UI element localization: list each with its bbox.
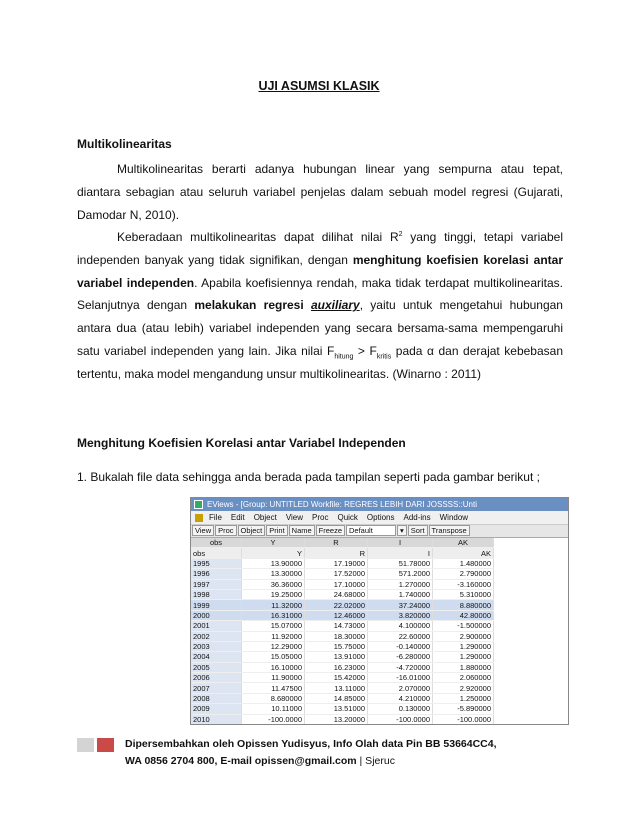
table-row[interactable] xyxy=(191,569,494,579)
table-cell[interactable]: 15.42000 xyxy=(305,673,368,683)
table-row[interactable] xyxy=(191,610,494,620)
table-cell[interactable]: 13.91000 xyxy=(305,652,368,662)
table-cell[interactable]: 1.480000 xyxy=(433,558,494,568)
table-row[interactable] xyxy=(191,683,494,693)
column-header-y[interactable]: Y xyxy=(242,538,305,548)
table-cell[interactable]: 2.920000 xyxy=(433,683,494,693)
page-title: UJI ASUMSI KLASIK xyxy=(258,79,380,93)
menu-object[interactable]: Object xyxy=(253,513,277,522)
table-cell[interactable]: 1.880000 xyxy=(433,662,494,672)
table-cell[interactable]: 16.31000 xyxy=(242,610,305,620)
table-cell[interactable]: -100.0000 xyxy=(368,714,433,724)
table-row[interactable] xyxy=(191,548,494,558)
table-cell[interactable]: 13.30000 xyxy=(242,569,305,579)
row-label[interactable]: obs xyxy=(191,548,242,558)
sort-button[interactable]: Sort xyxy=(408,525,428,536)
table-row[interactable] xyxy=(191,600,494,610)
bold-phrase: menghitung koefisien korelasi antar variabel independen xyxy=(77,252,563,290)
table-cell[interactable]: AK xyxy=(433,548,494,558)
table-row[interactable] xyxy=(191,631,494,641)
footer-line1: Dipersembahkan oleh Opissen Yudisyus, Info Olah data Pin BB 53664CC4, xyxy=(125,738,497,750)
text-segment: yang tinggi, tetapi variabel independen banyak yang tidak signifikan, dengan xyxy=(77,230,563,267)
paragraph-definition xyxy=(77,158,563,226)
column-header-r[interactable]: R xyxy=(305,538,368,548)
table-cell[interactable]: 15.07000 xyxy=(242,621,305,631)
row-label[interactable]: 2005 xyxy=(191,662,242,672)
eviews-screenshot xyxy=(190,497,569,725)
table-cell[interactable]: 1.270000 xyxy=(368,579,433,589)
table-cell[interactable]: 13.90000 xyxy=(242,558,305,568)
table-cell[interactable]: 1.290000 xyxy=(433,641,494,651)
text-segment: pada α dan derajat kebebasan tertentu, maka model mengandung unsur multikolinearitas. (Winarno : 2011) xyxy=(77,343,564,381)
table-cell[interactable]: 2.900000 xyxy=(433,631,494,641)
table-cell[interactable]: 2.790000 xyxy=(433,569,494,579)
table-row[interactable] xyxy=(191,673,494,683)
table-cell[interactable]: -0.140000 xyxy=(368,641,433,651)
table-cell[interactable]: 11.32000 xyxy=(242,600,305,610)
table-cell[interactable]: 16.23000 xyxy=(305,662,368,672)
table-row[interactable] xyxy=(191,558,494,568)
table-row[interactable] xyxy=(191,704,494,714)
text-segment: Keberadaan multikolinearitas dapat dilihat nilai R xyxy=(117,230,399,244)
paragraph-detection xyxy=(77,226,563,386)
menu-window[interactable]: Window xyxy=(439,513,469,522)
table-cell[interactable]: 2.060000 xyxy=(433,673,494,683)
table-cell[interactable]: 13.51000 xyxy=(305,704,368,714)
table-cell[interactable]: 2.070000 xyxy=(368,683,433,693)
table-cell[interactable]: 11.90000 xyxy=(242,673,305,683)
table-cell[interactable]: 18.30000 xyxy=(305,631,368,641)
table-cell[interactable]: Y xyxy=(242,548,305,558)
table-cell[interactable]: 14.85000 xyxy=(305,693,368,703)
row-label[interactable]: 2001 xyxy=(191,621,242,631)
table-cell[interactable]: 8.680000 xyxy=(242,693,305,703)
table-cell[interactable]: 37.24000 xyxy=(368,600,433,610)
row-label[interactable]: 1997 xyxy=(191,579,242,589)
eviews-title: EViews - [Group: UNTITLED Workfile: REGRES LEBIH DARI JOSSSS::Unti xyxy=(207,500,477,509)
column-header-i[interactable]: I xyxy=(368,538,433,548)
column-header-obs[interactable]: obs xyxy=(191,538,242,548)
table-cell[interactable]: -100.0000 xyxy=(242,714,305,724)
table-row[interactable] xyxy=(191,589,494,599)
row-label[interactable]: 2002 xyxy=(191,631,242,641)
bold-phrase: melakukan regresi xyxy=(194,298,311,313)
table-row[interactable] xyxy=(191,621,494,631)
paragraph-definition-rest: sebagian atau seluruh variabel penjelas dalam sebuah model regresi (Gujarati, Damodar N, 2010). xyxy=(77,184,563,222)
table-cell[interactable]: 16.10000 xyxy=(242,662,305,672)
table-cell[interactable]: 571.2000 xyxy=(368,569,433,579)
table-cell[interactable]: 22.60000 xyxy=(368,631,433,641)
table-cell[interactable]: 0.130000 xyxy=(368,704,433,714)
step-1: 1. Bukalah file data sehingga anda berada pada tampilan seperti pada gambar berikut ; xyxy=(77,470,540,484)
row-label[interactable]: 1999 xyxy=(191,600,242,610)
text-segment: . Apabila koefisiennya rendah, maka tidak terdapat multikolinearitas. Selanjutnya dengan xyxy=(77,275,563,313)
row-label[interactable]: 2006 xyxy=(191,673,242,683)
table-cell[interactable]: -4.720000 xyxy=(368,662,433,672)
table-cell[interactable]: 3.820000 xyxy=(368,610,433,620)
heading-korelasi: Menghitung Koefisien Korelasi antar Variabel Independen xyxy=(77,436,406,450)
table-row[interactable] xyxy=(191,693,494,703)
table-cell[interactable]: 14.73000 xyxy=(305,621,368,631)
row-label[interactable]: 1995 xyxy=(191,558,242,568)
footer-grey-box xyxy=(77,738,94,752)
format-select[interactable]: Default xyxy=(346,525,396,536)
table-row[interactable] xyxy=(191,652,494,662)
subscript: hitung xyxy=(334,353,354,361)
menu-view[interactable]: View xyxy=(285,513,304,522)
table-cell[interactable]: 24.68000 xyxy=(305,589,368,599)
table-cell[interactable]: R xyxy=(305,548,368,558)
table-cell[interactable]: 17.10000 xyxy=(305,579,368,589)
row-label[interactable]: 2004 xyxy=(191,652,242,662)
table-cell[interactable]: -16.01000 xyxy=(368,673,433,683)
row-label[interactable]: 2000 xyxy=(191,610,242,620)
data-grid xyxy=(191,538,494,725)
table-cell[interactable]: -6.280000 xyxy=(368,652,433,662)
table-cell[interactable]: -100.0000 xyxy=(433,714,494,724)
print-button[interactable]: Print xyxy=(266,525,287,536)
superscript: 2 xyxy=(398,231,403,238)
table-cell[interactable]: 1.250000 xyxy=(433,693,494,703)
column-header-ak[interactable]: AK xyxy=(433,538,494,548)
table-cell[interactable]: 17.52000 xyxy=(305,569,368,579)
row-label[interactable]: 2010 xyxy=(191,714,242,724)
name-button[interactable]: Name xyxy=(289,525,315,536)
proc-button[interactable]: Proc xyxy=(215,525,236,536)
menu-options[interactable]: Options xyxy=(366,513,395,522)
table-cell[interactable]: 11.92000 xyxy=(242,631,305,641)
row-label[interactable]: 2007 xyxy=(191,683,242,693)
table-cell[interactable]: 4.100000 xyxy=(368,621,433,631)
row-label[interactable]: 1998 xyxy=(191,589,242,599)
table-cell[interactable]: -1.500000 xyxy=(433,621,494,631)
object-button[interactable]: Object xyxy=(238,525,266,536)
text-segment: , yaitu untuk mengetahui hubungan antara dua (atau lebih) variabel independen yang secara bersama-sama mempengaruhi satu variabel independen yang lain. Jika nilai F xyxy=(77,298,563,358)
table-cell[interactable]: 22.02000 xyxy=(305,600,368,610)
table-cell[interactable]: 12.29000 xyxy=(242,641,305,651)
footer-suffix: | Sjeruc xyxy=(356,755,395,767)
menu-quick[interactable]: Quick xyxy=(337,513,358,522)
table-row[interactable] xyxy=(191,579,494,589)
table-cell[interactable]: I xyxy=(368,548,433,558)
table-cell[interactable]: 11.47500 xyxy=(242,683,305,693)
table-cell[interactable]: 1.740000 xyxy=(368,589,433,599)
menu-edit[interactable]: Edit xyxy=(230,513,245,522)
footer-contact: WA 0856 2704 800, E-mail opissen@gmail.com xyxy=(125,755,357,767)
table-row[interactable] xyxy=(191,714,494,724)
bold-italic-term: auxiliary xyxy=(310,298,360,313)
eviews-menu-bar xyxy=(191,511,568,525)
text-segment: > F xyxy=(353,343,377,358)
table-cell[interactable]: 1.290000 xyxy=(433,652,494,662)
table-header-row xyxy=(191,538,494,548)
paragraph-definition-line1: Multikolinearitas berarti adanya hubungan linear yang sempurna atau tepat, diantara xyxy=(77,162,563,199)
eviews-title-bar xyxy=(191,498,568,511)
row-label[interactable]: 2008 xyxy=(191,693,242,703)
footer-red-box xyxy=(97,738,114,752)
menu-add-ins[interactable]: Add-ins xyxy=(403,513,431,522)
table-cell[interactable]: 17.19000 xyxy=(305,558,368,568)
table-cell[interactable]: -5.890000 xyxy=(433,704,494,714)
subscript: kritis xyxy=(376,353,392,361)
group-icon xyxy=(195,514,203,522)
view-button[interactable]: View xyxy=(192,525,214,536)
table-cell[interactable]: 15.05000 xyxy=(242,652,305,662)
table-cell[interactable]: 51.78000 xyxy=(368,558,433,568)
table-cell[interactable]: 36.36000 xyxy=(242,579,305,589)
table-row[interactable] xyxy=(191,662,494,672)
row-label[interactable]: 2009 xyxy=(191,704,242,714)
eviews-toolbar xyxy=(191,525,568,538)
eviews-app-icon xyxy=(194,500,203,509)
grid-body xyxy=(191,548,494,725)
table-row[interactable] xyxy=(191,641,494,651)
row-label[interactable]: 1996 xyxy=(191,569,242,579)
table-cell[interactable]: 10.11000 xyxy=(242,704,305,714)
chevron-down-icon[interactable]: ▾ xyxy=(397,525,407,536)
row-label[interactable]: 2003 xyxy=(191,641,242,651)
table-cell[interactable]: 42.80000 xyxy=(433,610,494,620)
table-cell[interactable]: 5.310000 xyxy=(433,589,494,599)
table-cell[interactable]: 4.210000 xyxy=(368,693,433,703)
menu-proc[interactable]: Proc xyxy=(312,513,329,522)
table-cell[interactable]: 15.75000 xyxy=(305,641,368,651)
table-cell[interactable]: 8.880000 xyxy=(433,600,494,610)
transpose-button[interactable]: Transpose xyxy=(429,525,470,536)
heading-multikolinearitas: Multikolinearitas xyxy=(77,137,172,151)
table-cell[interactable]: 13.20000 xyxy=(305,714,368,724)
table-cell[interactable]: 19.25000 xyxy=(242,589,305,599)
footer-line2 xyxy=(125,753,497,770)
freeze-button[interactable]: Freeze xyxy=(316,525,345,536)
table-cell[interactable]: 13.11000 xyxy=(305,683,368,693)
table-cell[interactable]: -3.160000 xyxy=(433,579,494,589)
footer xyxy=(125,736,497,770)
menu-file[interactable]: File xyxy=(209,513,222,522)
table-cell[interactable]: 12.46000 xyxy=(305,610,368,620)
